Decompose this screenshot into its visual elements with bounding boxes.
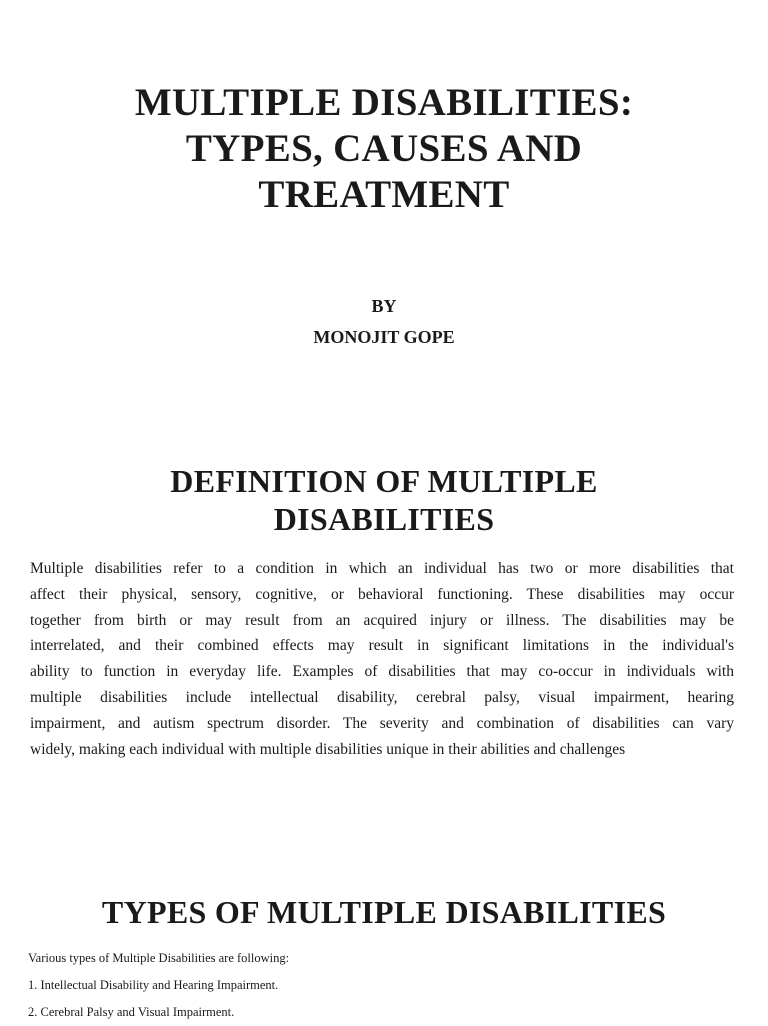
types-intro: Various types of Multiple Disabilities are following: xyxy=(28,951,290,965)
title-line: TREATMENT xyxy=(258,173,510,216)
title-line: MULTIPLE DISABILITIES: xyxy=(134,81,634,124)
document-title xyxy=(0,80,768,218)
paragraph-line: ability to function in everyday life. Examples of disabilities that may co-occur in individuals with xyxy=(30,663,734,681)
types-heading xyxy=(0,893,768,931)
list-item: 2. Cerebral Palsy and Visual Impairment. xyxy=(28,1005,235,1019)
paragraph-line: interrelated, and their combined effects may result in significant limitations in the individual's xyxy=(30,637,734,655)
title-line: TYPES, CAUSES AND xyxy=(185,127,583,170)
heading-line: DEFINITION OF MULTIPLE xyxy=(170,463,598,499)
author-name: MONOJIT GOPE xyxy=(313,327,455,347)
paragraph-line: Multiple disabilities refer to a condition in which an individual has two or more disabilities that xyxy=(30,560,734,577)
heading-line: DISABILITIES xyxy=(273,501,495,537)
definition-paragraph xyxy=(30,556,734,762)
paragraph-line: together from birth or may result from an acquired injury or illness. The disabilities may be xyxy=(30,611,734,629)
definition-heading xyxy=(0,462,768,538)
list-item: 1. Intellectual Disability and Hearing Impairment. xyxy=(28,978,279,992)
paragraph-line: widely, making each individual with multiple disabilities unique in their abilities and challenges xyxy=(30,740,626,758)
paragraph-line: multiple disabilities include intellectual disability, cerebral palsy, visual impairment, hearing xyxy=(30,688,734,706)
heading-line: TYPES OF MULTIPLE DISABILITIES xyxy=(101,894,667,930)
types-list xyxy=(28,945,289,1026)
paragraph-line: affect their physical, sensory, cognitive, or behavioral functioning. These disabilities may occur xyxy=(30,585,734,603)
by-label: BY xyxy=(371,296,397,316)
paragraph-line: impairment, and autism spectrum disorder. The severity and combination of disabilities can vary xyxy=(30,714,734,732)
